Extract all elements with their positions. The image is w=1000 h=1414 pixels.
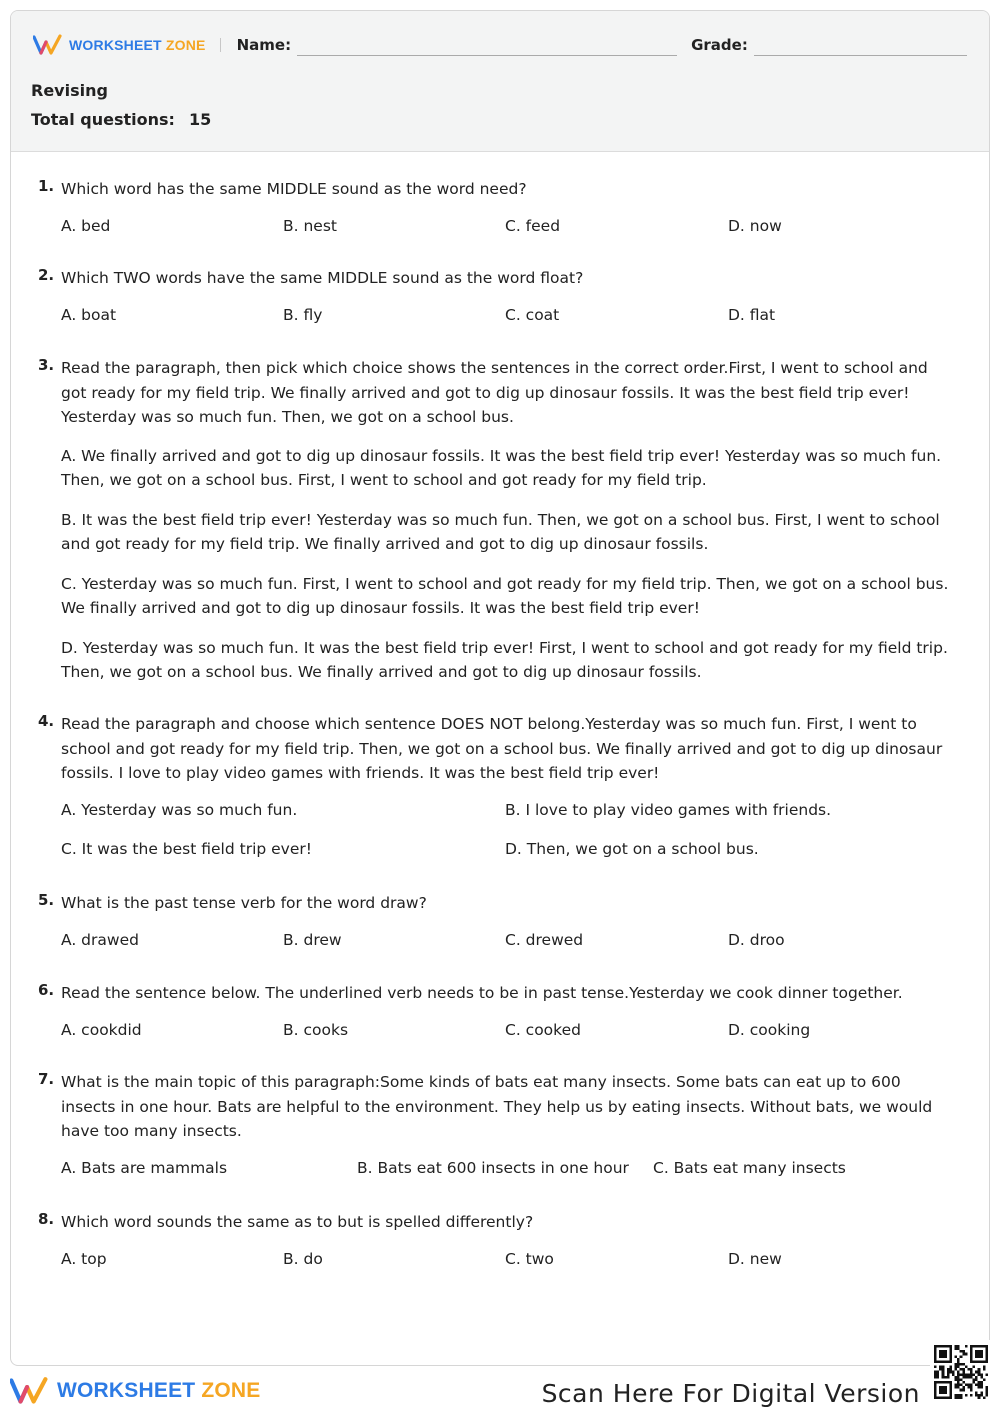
question-text: Which TWO words have the same MIDDLE sound as the word float? [61,269,584,287]
scan-here-text: Scan Here For Digital Version [541,1379,920,1408]
question-2 [38,266,949,336]
option-a[interactable]: A. bed [61,216,111,235]
worksheet-sheet [10,10,990,1366]
question-7 [38,1070,949,1189]
option-c[interactable]: C. It was the best field trip ever! [61,839,312,858]
question-text: Read the sentence below. The underlined verb needs to be in past tense.Yesterday we cook dinner together. [61,984,903,1002]
answer-options [61,1159,949,1189]
question-4 [38,712,949,871]
worksheet-title: Revising [31,81,108,100]
answer-options [61,1250,949,1280]
option-b[interactable]: B. cooks [283,1020,349,1039]
option-d[interactable]: D. droo [728,930,785,949]
option-c[interactable]: C. Yesterday was so much fun. First, I went to school and got ready for my field trip. Then, we got on a school bus. We finally arrived and got to dig up dinosaur fossils. It was the best field trip ever! [61,574,949,617]
option-b[interactable]: B. drew [283,930,342,949]
question-1 [38,177,949,247]
total-questions-value: 15 [188,110,212,129]
question-5 [38,891,949,961]
header-row [33,33,967,57]
answer-options [61,1021,949,1051]
grade-label: Grade: [691,36,748,54]
option-a[interactable]: A. We finally arrived and got to dig up dinosaur fossils. It was the best field trip ever! Yesterday was so much fun. Then, we got on a school bus. First, I went to school and got ready for my field trip. [61,446,942,489]
option-d[interactable]: D. cooking [728,1020,811,1039]
option-d[interactable]: D. Yesterday was so much fun. It was the best field trip ever! First, I went to school and got ready for my field trip. Then, we got on a school bus. We finally arrived and got to dig up dinosaur fossils. [61,638,948,681]
option-c[interactable]: C. two [505,1249,554,1268]
question-number: 4. [38,712,55,730]
option-a[interactable]: A. top [61,1249,107,1268]
option-d[interactable]: D. flat [728,305,776,324]
footer-logo [10,1376,261,1406]
name-label: Name: [236,36,292,54]
option-a[interactable]: A. Bats are mammals [61,1158,228,1177]
question-number: 1. [38,177,55,195]
option-b[interactable]: B. fly [283,305,323,324]
option-c[interactable]: C. Bats eat many insects [653,1158,846,1177]
option-b[interactable]: B. nest [283,216,338,235]
name-field[interactable] [297,42,677,56]
question-number: 3. [38,356,55,374]
footer-brand-name [57,1379,261,1403]
question-number: 5. [38,891,55,909]
brand-part-zone: ZONE [201,1379,261,1402]
question-text: What is the past tense verb for the word draw? [61,894,427,912]
option-d[interactable]: D. Then, we got on a school bus. [505,839,759,858]
question-8 [38,1210,949,1280]
option-a[interactable]: A. boat [61,305,117,324]
page-footer [0,1366,1000,1414]
option-a[interactable]: A. Yesterday was so much fun. [61,800,298,819]
worksheet-zone-logo-icon [33,34,65,56]
brand-logo [33,34,206,56]
question-number: 6. [38,981,55,999]
option-c[interactable]: C. feed [505,216,561,235]
option-d[interactable]: D. new [728,1249,782,1268]
option-a[interactable]: A. drawed [61,930,139,949]
question-text: Which word sounds the same as to but is spelled differently? [61,1213,534,1231]
question-3 [38,356,949,685]
option-a[interactable]: A. cookdid [61,1020,142,1039]
question-number: 7. [38,1070,55,1088]
question-text: What is the main topic of this paragraph:Some kinds of bats eat many insects. Some bats can eat up to 600 insects in one hour. Bats are helpful to the environment. They help us by eating insects. Without bats, we would have too many insects. [61,1073,933,1140]
worksheet-zone-logo-icon [10,1376,52,1406]
option-d[interactable]: D. now [728,216,782,235]
qr-code-icon[interactable] [930,1340,992,1404]
qr-code-graphic [934,1344,988,1400]
brand-part-worksheet: WORKSHEET [69,37,162,53]
brand-part-zone: ZONE [165,37,206,53]
question-text: Which word has the same MIDDLE sound as the word need? [61,180,527,198]
option-c[interactable]: C. cooked [505,1020,581,1039]
question-number: 8. [38,1210,55,1228]
total-questions [31,110,211,129]
question-text: Read the paragraph, then pick which choice shows the sentences in the correct order.First, I went to school and got ready for my field trip. We finally arrived and got to dig up dinosaur fossils. It was the best field trip ever! Yesterday was so much fun. Then, we got on a school bus. [61,359,928,426]
brand-part-worksheet: WORKSHEET [57,1379,196,1402]
option-c[interactable]: C. drewed [505,930,584,949]
worksheet-header [11,11,989,152]
answer-options [61,801,949,871]
option-b[interactable]: B. I love to play video games with friends. [505,800,832,819]
grade-field[interactable] [754,42,967,56]
option-b[interactable]: B. Bats eat 600 insects in one hour [357,1158,629,1177]
answer-options [61,306,949,336]
option-c[interactable]: C. coat [505,305,560,324]
answer-options [61,931,949,961]
question-text: Read the paragraph and choose which sentence DOES NOT belong.Yesterday was so much fun. First, I went to school and got ready for my field trip. Then, we got on a school bus. We finally arrived and got to dig up dinosaur fossils. I love to play video games with friends. It was the best field trip ever! [61,715,943,782]
header-divider [220,38,221,52]
answer-options [61,217,949,247]
brand-name [69,37,206,53]
question-6 [38,981,949,1051]
option-b[interactable]: B. do [283,1249,323,1268]
question-number: 2. [38,266,55,284]
option-b[interactable]: B. It was the best field trip ever! Yesterday was so much fun. Then, we got on a school bus. First, I went to school and got ready for my field trip. We finally arrived and got to dig up dinosaur fossils. [61,510,940,553]
total-questions-label: Total questions: [31,110,175,129]
